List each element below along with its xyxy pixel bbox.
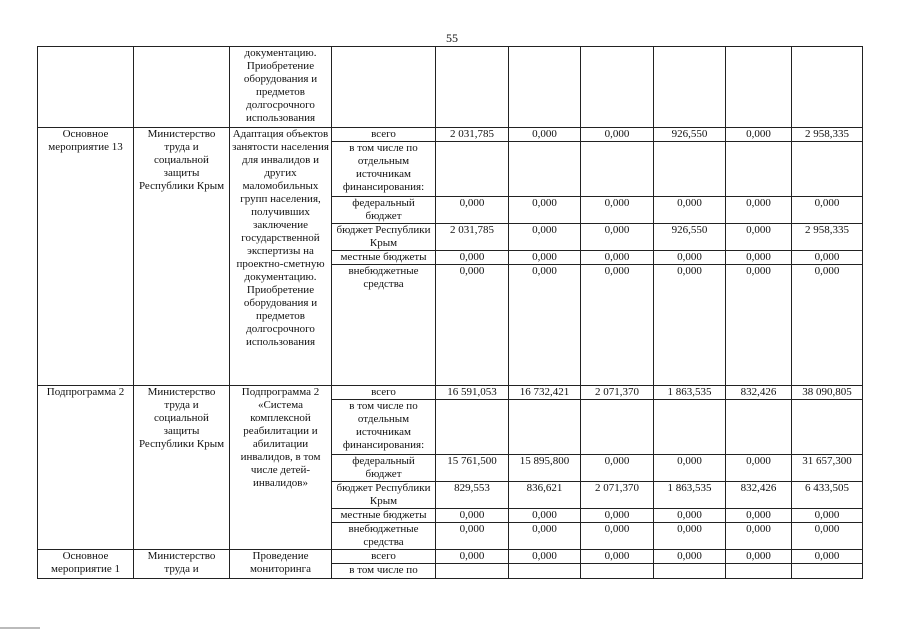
table-row [38,47,863,128]
cell-block-id: Основное мероприятие 13 [38,128,134,386]
cell-value: 15 895,800 [509,455,581,482]
cell-source: всего [332,128,436,142]
cell-value [792,142,863,197]
cell-value [581,400,654,455]
cell-source: в том числе по [332,564,436,579]
cell-value: 0,000 [581,550,654,564]
cell-value [654,142,726,197]
cell-value: 836,621 [509,482,581,509]
cell-empty [726,47,792,128]
cell-value: 15 761,500 [436,455,509,482]
cell-value [436,142,509,197]
cell-value [654,400,726,455]
cell-empty [581,47,654,128]
cell-value [726,564,792,579]
cell-empty [654,47,726,128]
cell-source: федеральный бюджет [332,455,436,482]
cell-value: 0,000 [726,197,792,224]
cell-id-empty [38,47,134,128]
cell-value: 0,000 [654,251,726,265]
cell-value: 0,000 [581,128,654,142]
cell-value: 0,000 [654,523,726,550]
cell-value: 0,000 [581,251,654,265]
cell-value: 829,553 [436,482,509,509]
cell-value: 0,000 [436,251,509,265]
table-row [38,128,863,142]
cell-value [581,142,654,197]
cell-value: 0,000 [581,455,654,482]
cell-source: внебюджетные средства [332,265,436,386]
cell-value: 2 071,370 [581,482,654,509]
cell-empty [436,47,509,128]
cell-value: 0,000 [436,197,509,224]
cell-value: 0,000 [581,224,654,251]
cell-value: 0,000 [792,265,863,386]
cell-value: 0,000 [726,224,792,251]
cell-value: 0,000 [509,251,581,265]
cell-value: 0,000 [581,509,654,523]
cell-value: 2 958,335 [792,128,863,142]
cell-value: 0,000 [726,523,792,550]
financing-table [37,46,863,579]
cell-value [792,564,863,579]
cell-value: 0,000 [654,455,726,482]
cell-value [509,142,581,197]
cell-value: 0,000 [792,197,863,224]
cell-value [509,564,581,579]
cell-value: 832,426 [726,482,792,509]
cell-value: 0,000 [654,550,726,564]
table-row [38,550,863,564]
cell-value: 0,000 [726,455,792,482]
cell-source: в том числе по отдельным источникам финансирования: [332,400,436,455]
cell-value [509,400,581,455]
cell-value: 2 031,785 [436,224,509,251]
cell-value: 0,000 [581,523,654,550]
scan-artifact [0,627,40,629]
cell-value: 2 958,335 [792,224,863,251]
cell-source: всего [332,550,436,564]
cell-value: 1 863,535 [654,482,726,509]
cell-value: 0,000 [726,509,792,523]
cell-source: бюджет Республики Крым [332,482,436,509]
cell-source: всего [332,386,436,400]
cell-empty [509,47,581,128]
cell-value: 0,000 [509,128,581,142]
cell-value: 0,000 [726,550,792,564]
cell-empty [332,47,436,128]
cell-block-id: Основное мероприятие 1 [38,550,134,579]
cell-value: 0,000 [726,251,792,265]
cell-value: 926,550 [654,224,726,251]
cell-value: 0,000 [509,550,581,564]
cell-source: местные бюджеты [332,509,436,523]
cell-value: 2 071,370 [581,386,654,400]
cell-value [436,400,509,455]
cell-value: 0,000 [436,523,509,550]
cell-value: 0,000 [726,128,792,142]
cell-value: 0,000 [726,265,792,386]
cell-value: 16 732,421 [509,386,581,400]
cell-ministry: Министерство труда и социальной защиты Республики Крым [134,128,230,386]
cell-value: 0,000 [792,523,863,550]
cell-description: Подпрограмма 2 «Система комплексной реабилитации и абилитации инвалидов, в том числе детей-инвалидов» [230,386,332,550]
cell-value [436,564,509,579]
table-row [38,386,863,400]
cell-block-id: Подпрограмма 2 [38,386,134,550]
cell-value: 0,000 [436,265,509,386]
cell-value [581,564,654,579]
cell-value: 0,000 [509,509,581,523]
cell-value: 0,000 [581,265,654,386]
cell-value: 832,426 [726,386,792,400]
cell-source: в том числе по отдельным источникам финансирования: [332,142,436,197]
cell-description: документацию. Приобретение оборудования и предметов долгосрочного использования [230,47,332,128]
cell-value: 0,000 [509,523,581,550]
cell-value [654,564,726,579]
cell-value: 0,000 [792,251,863,265]
cell-description: Проведение мониторинга [230,550,332,579]
cell-value: 0,000 [792,550,863,564]
cell-empty [792,47,863,128]
cell-value [726,142,792,197]
cell-value: 0,000 [509,265,581,386]
cell-value: 16 591,053 [436,386,509,400]
cell-source: федеральный бюджет [332,197,436,224]
cell-ministry: Министерство труда и [134,550,230,579]
cell-value: 0,000 [436,509,509,523]
cell-value: 0,000 [436,550,509,564]
cell-value: 2 031,785 [436,128,509,142]
cell-value: 0,000 [654,509,726,523]
cell-value: 926,550 [654,128,726,142]
cell-source: внебюджетные средства [332,523,436,550]
cell-source: местные бюджеты [332,251,436,265]
cell-source: бюджет Республики Крым [332,224,436,251]
page-number: 55 [446,31,458,45]
cell-value: 38 090,805 [792,386,863,400]
cell-value: 31 657,300 [792,455,863,482]
cell-value [726,400,792,455]
cell-value: 0,000 [509,197,581,224]
cell-description: Адаптация объектов занятости населения для инвалидов и других маломобильных групп населения, получивших заключение государственной экспертизы на проектно-сметную документацию. Приобретение оборудования и предметов долгосрочного использования [230,128,332,386]
cell-value: 0,000 [654,265,726,386]
cell-value: 0,000 [654,197,726,224]
cell-value: 0,000 [509,224,581,251]
cell-value: 0,000 [792,509,863,523]
cell-value: 1 863,535 [654,386,726,400]
cell-ministry: Министерство труда и социальной защиты Республики Крым [134,386,230,550]
cell-value: 6 433,505 [792,482,863,509]
cell-value: 0,000 [581,197,654,224]
cell-value [792,400,863,455]
cell-ministry-empty [134,47,230,128]
